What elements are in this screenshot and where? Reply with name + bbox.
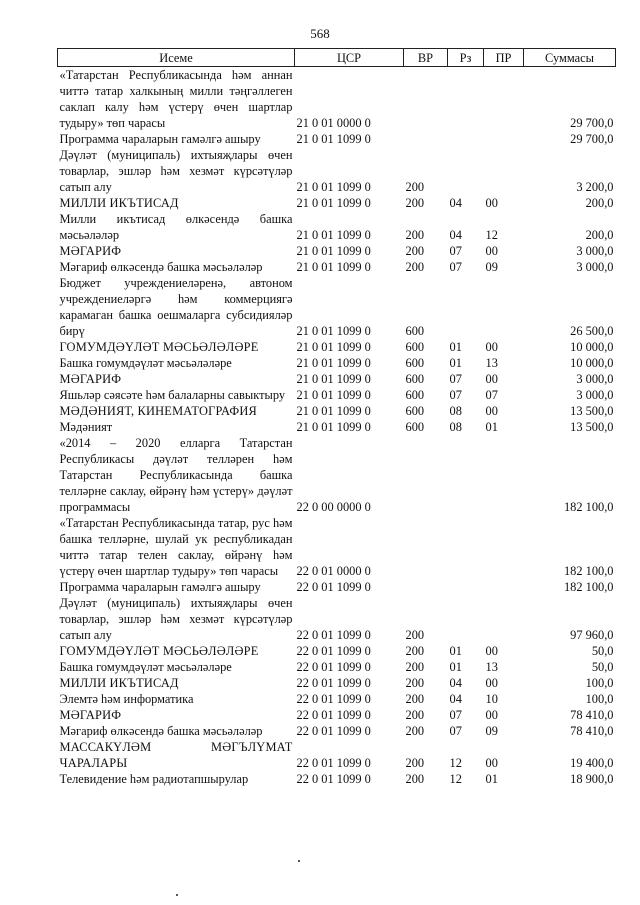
cell-rz <box>448 595 484 643</box>
cell-name: ГОМУМДӘҮЛӘТ МӘСЬӘЛӘЛӘРЕ <box>59 340 259 354</box>
scan-mark <box>298 860 300 862</box>
cell-rz: 12 <box>449 756 462 770</box>
table-row <box>58 355 616 371</box>
cell-name: МИЛЛИ ИКЪТИСАД <box>59 676 179 690</box>
cell-rz <box>448 435 484 515</box>
cell-pr: 00 <box>485 404 498 418</box>
cell-pr: 01 <box>485 420 498 434</box>
cell-csr: 21 0 01 0000 0 <box>296 116 371 130</box>
cell-vr <box>404 515 448 579</box>
cell-sum: 10 000,0 <box>570 340 614 354</box>
table-row <box>58 643 616 659</box>
cell-name: «2014 – 2020 елларга Татарстан Республикасы дәүләт телләрен һәм Татарстан Республикасында башка телләрне саклау, өйрәнү һәм үстерү» дәүләт программасы <box>59 436 293 514</box>
cell-sum: 100,0 <box>585 676 614 690</box>
cell-csr: 21 0 01 1099 0 <box>296 388 371 402</box>
cell-name: Башка гомумдәүләт мәсьәләләре <box>59 660 232 674</box>
cell-name: «Татарстан Республикасында һәм аннан читтә татар халкының милли тәңгәллеген саклап калу һәм үстерү өчен шартлар тудыру» төп чарасы <box>59 68 293 130</box>
cell-pr: 00 <box>485 756 498 770</box>
cell-name: Дәүләт (муниципаль) ихтыяҗлары өчен товарлар, эшләр һәм хезмәт күрсәтүләр сатып алу <box>59 148 293 194</box>
cell-vr: 600 <box>405 372 425 386</box>
cell-csr: 22 0 01 0000 0 <box>296 564 371 578</box>
cell-vr: 200 <box>405 756 425 770</box>
cell-name: Милли икътисад өлкәсендә башка мәсьәләләр <box>59 212 293 242</box>
cell-rz: 07 <box>449 372 462 386</box>
cell-pr <box>484 275 524 339</box>
cell-rz: 01 <box>449 340 462 354</box>
cell-name: Телевидение һәм радиотапшырулар <box>59 772 249 786</box>
cell-pr: 00 <box>485 340 498 354</box>
cell-sum: 50,0 <box>591 644 614 658</box>
cell-sum: 13 500,0 <box>570 404 614 418</box>
cell-rz <box>448 67 484 132</box>
cell-vr: 600 <box>405 340 425 354</box>
cell-vr: 200 <box>405 244 425 258</box>
cell-vr: 200 <box>405 628 425 642</box>
cell-pr: 00 <box>485 372 498 386</box>
cell-vr <box>404 67 448 132</box>
table-row <box>58 371 616 387</box>
cell-name: МӘГАРИФ <box>59 372 122 386</box>
table-row <box>58 275 616 339</box>
cell-rz: 08 <box>449 404 462 418</box>
cell-csr: 21 0 01 1099 0 <box>296 132 371 146</box>
cell-sum: 10 000,0 <box>570 356 614 370</box>
cell-name: Башка гомумдәүләт мәсьәләләре <box>59 356 232 370</box>
cell-csr: 21 0 01 1099 0 <box>296 340 371 354</box>
cell-name: Мәгариф өлкәсендә башка мәсьәләләр <box>59 724 263 738</box>
cell-pr: 07 <box>485 388 498 402</box>
cell-pr: 10 <box>485 692 498 706</box>
cell-name: МӘГАРИФ <box>59 244 122 258</box>
header-vr: ВР <box>404 49 448 67</box>
table-row <box>58 147 616 195</box>
cell-csr: 22 0 01 1099 0 <box>296 692 371 706</box>
cell-csr: 21 0 01 1099 0 <box>296 260 371 274</box>
cell-vr <box>404 579 448 595</box>
cell-vr: 600 <box>405 356 425 370</box>
cell-rz <box>448 131 484 147</box>
cell-rz <box>448 515 484 579</box>
cell-sum: 29 700,0 <box>570 116 614 130</box>
cell-csr: 21 0 01 1099 0 <box>296 244 371 258</box>
cell-name: Мәгариф өлкәсендә башка мәсьәләләр <box>59 260 263 274</box>
cell-pr: 00 <box>485 244 498 258</box>
table-header <box>58 49 616 67</box>
scan-mark <box>176 894 178 896</box>
cell-sum: 78 410,0 <box>570 708 614 722</box>
cell-csr: 21 0 01 1099 0 <box>296 404 371 418</box>
cell-csr: 22 0 01 1099 0 <box>296 772 371 786</box>
cell-vr: 200 <box>405 196 425 210</box>
cell-csr: 21 0 01 1099 0 <box>296 372 371 386</box>
cell-csr: 21 0 01 1099 0 <box>296 356 371 370</box>
cell-rz <box>448 147 484 195</box>
cell-name: МИЛЛИ ИКЪТИСАД <box>59 196 179 210</box>
cell-sum: 3 000,0 <box>576 260 614 274</box>
cell-vr: 200 <box>405 692 425 706</box>
table-row <box>58 723 616 739</box>
table-row <box>58 243 616 259</box>
cell-rz: 07 <box>449 260 462 274</box>
cell-pr: 09 <box>485 260 498 274</box>
header-name: Исеме <box>58 49 295 67</box>
cell-sum: 26 500,0 <box>570 324 614 338</box>
cell-pr <box>484 595 524 643</box>
cell-name: Мәдәният <box>59 420 113 434</box>
cell-vr <box>404 131 448 147</box>
header-row <box>58 49 616 67</box>
cell-vr: 200 <box>405 724 425 738</box>
table-row <box>58 419 616 435</box>
cell-sum: 182 100,0 <box>563 580 614 594</box>
cell-rz: 04 <box>449 676 462 690</box>
cell-csr: 21 0 01 1099 0 <box>296 196 371 210</box>
table-row <box>58 67 616 132</box>
table-row <box>58 211 616 243</box>
cell-vr: 600 <box>405 404 425 418</box>
cell-rz: 07 <box>449 708 462 722</box>
cell-vr: 600 <box>405 324 425 338</box>
table-row <box>58 707 616 723</box>
header-rz: Рз <box>448 49 484 67</box>
cell-pr <box>484 67 524 132</box>
cell-pr: 01 <box>485 772 498 786</box>
cell-csr: 21 0 01 1099 0 <box>296 420 371 434</box>
cell-pr: 00 <box>485 196 498 210</box>
table-row <box>58 435 616 515</box>
cell-pr <box>484 147 524 195</box>
cell-sum: 97 960,0 <box>570 628 614 642</box>
header-pr: ПР <box>484 49 524 67</box>
header-sum: Суммасы <box>524 49 616 67</box>
cell-csr: 22 0 01 1099 0 <box>296 676 371 690</box>
cell-csr: 21 0 01 1099 0 <box>296 180 371 194</box>
cell-csr: 22 0 01 1099 0 <box>296 660 371 674</box>
cell-rz: 08 <box>449 420 462 434</box>
cell-vr: 200 <box>405 180 425 194</box>
cell-sum: 3 000,0 <box>576 372 614 386</box>
cell-rz: 04 <box>449 692 462 706</box>
table-row <box>58 403 616 419</box>
cell-pr: 00 <box>485 676 498 690</box>
cell-rz <box>448 275 484 339</box>
cell-name: МӘГАРИФ <box>59 708 122 722</box>
table-row <box>58 387 616 403</box>
cell-name: Программа чараларын гамәлгә ашыру <box>59 132 261 146</box>
table-row <box>58 739 616 771</box>
cell-name: Яшьләр сәясәте һәм балаларны савыктыру <box>59 388 286 402</box>
table-row <box>58 595 616 643</box>
cell-vr: 600 <box>405 420 425 434</box>
table-row <box>58 771 616 787</box>
cell-pr: 13 <box>485 356 498 370</box>
table-row <box>58 339 616 355</box>
cell-csr: 22 0 01 1099 0 <box>296 580 371 594</box>
cell-rz: 04 <box>449 228 462 242</box>
cell-pr: 09 <box>485 724 498 738</box>
cell-name: Дәүләт (муниципаль) ихтыяҗлары өчен товарлар, эшләр һәм хезмәт күрсәтүләр сатып алу <box>59 596 293 642</box>
cell-name: Программа чараларын гамәлгә ашыру <box>59 580 261 594</box>
cell-csr: 22 0 01 1099 0 <box>296 724 371 738</box>
cell-sum: 182 100,0 <box>563 500 614 514</box>
cell-name: ГОМУМДӘҮЛӘТ МӘСЬӘЛӘЛӘРЕ <box>59 644 259 658</box>
cell-sum: 19 400,0 <box>570 756 614 770</box>
cell-sum: 13 500,0 <box>570 420 614 434</box>
cell-csr: 22 0 01 1099 0 <box>296 708 371 722</box>
cell-vr: 600 <box>405 388 425 402</box>
cell-sum: 18 900,0 <box>570 772 614 786</box>
cell-name: МӘДӘНИЯТ, КИНЕМАТОГРАФИЯ <box>59 404 257 418</box>
cell-sum: 29 700,0 <box>570 132 614 146</box>
table-row <box>58 515 616 579</box>
table-row <box>58 675 616 691</box>
cell-vr: 200 <box>405 676 425 690</box>
cell-rz: 07 <box>449 388 462 402</box>
cell-pr <box>484 515 524 579</box>
cell-rz: 07 <box>449 244 462 258</box>
cell-csr: 21 0 01 1099 0 <box>296 228 371 242</box>
table-row <box>58 259 616 275</box>
table-row <box>58 579 616 595</box>
cell-sum: 182 100,0 <box>563 564 614 578</box>
table-body <box>58 67 616 788</box>
cell-name: Бюджет учреждениеләренә, автоном учреждениеләргә һәм коммерциягә карамаган башка оешмаларга субсидияләр бирү <box>59 276 293 338</box>
cell-vr: 200 <box>405 644 425 658</box>
cell-rz <box>448 579 484 595</box>
cell-rz: 01 <box>449 644 462 658</box>
cell-csr: 22 0 01 1099 0 <box>296 644 371 658</box>
cell-sum: 78 410,0 <box>570 724 614 738</box>
cell-vr: 200 <box>405 708 425 722</box>
page-number: 568 <box>310 26 330 41</box>
cell-rz: 01 <box>449 356 462 370</box>
cell-sum: 3 000,0 <box>576 244 614 258</box>
cell-pr <box>484 579 524 595</box>
cell-name: МАССАКҮЛӘМ МӘГЪЛҮМАТ ЧАРАЛАРЫ <box>59 740 293 770</box>
cell-pr: 00 <box>485 644 498 658</box>
cell-csr: 22 0 01 1099 0 <box>296 628 371 642</box>
cell-rz: 04 <box>449 196 462 210</box>
cell-name: Элемтә һәм информатика <box>59 692 194 706</box>
cell-csr: 22 0 01 1099 0 <box>296 756 371 770</box>
cell-rz: 01 <box>449 660 462 674</box>
cell-pr <box>484 131 524 147</box>
cell-pr <box>484 435 524 515</box>
table-row <box>58 659 616 675</box>
cell-name: «Татарстан Республикасында татар, рус һәм башка телләрне, шулай ук республикадан читтә татар телен саклау, өйрәнү һәм үстерү өчен шартлар тудыру» төп чарасы <box>59 516 293 578</box>
cell-sum: 200,0 <box>585 196 614 210</box>
budget-table <box>57 48 616 787</box>
table-row <box>58 195 616 211</box>
cell-rz: 12 <box>449 772 462 786</box>
cell-pr: 00 <box>485 708 498 722</box>
cell-vr: 200 <box>405 772 425 786</box>
cell-csr: 22 0 00 0000 0 <box>296 500 371 514</box>
cell-vr: 200 <box>405 260 425 274</box>
cell-vr: 200 <box>405 228 425 242</box>
cell-sum: 100,0 <box>585 692 614 706</box>
cell-csr: 21 0 01 1099 0 <box>296 324 371 338</box>
cell-vr: 200 <box>405 660 425 674</box>
cell-vr <box>404 435 448 515</box>
cell-sum: 3 000,0 <box>576 388 614 402</box>
table-row <box>58 131 616 147</box>
cell-pr: 13 <box>485 660 498 674</box>
cell-sum: 50,0 <box>591 660 614 674</box>
cell-pr: 12 <box>485 228 498 242</box>
table-row <box>58 691 616 707</box>
header-csr: ЦСР <box>295 49 404 67</box>
cell-rz: 07 <box>449 724 462 738</box>
cell-sum: 3 200,0 <box>576 180 614 194</box>
cell-sum: 200,0 <box>585 228 614 242</box>
